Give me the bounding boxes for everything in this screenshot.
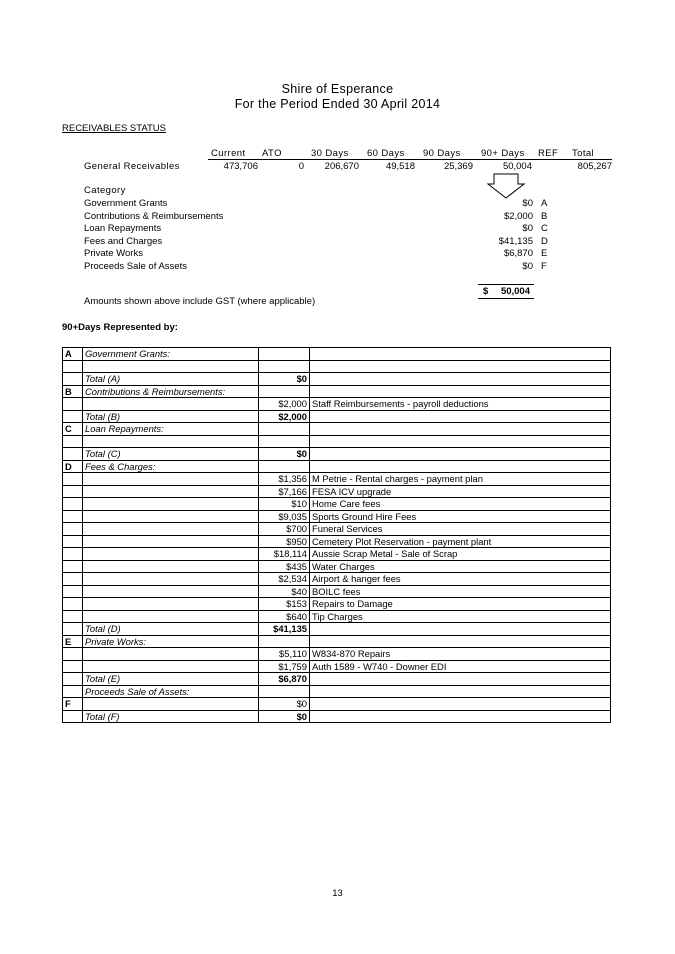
detail-label-cell	[83, 548, 259, 561]
detail-ref-cell	[63, 623, 83, 636]
detail-label-cell: Total (B)	[83, 410, 259, 423]
detail-amount-cell: $0	[259, 710, 310, 723]
detail-description-cell: M Petrie - Rental charges - payment plan	[310, 473, 611, 486]
90plus-value: 50,004	[502, 161, 532, 172]
col-header-60days: 60 Days	[367, 148, 405, 159]
detail-description-cell	[310, 448, 611, 461]
detail-row-total	[63, 448, 611, 461]
category-amount: $0	[522, 223, 533, 234]
detail-label-cell	[83, 360, 259, 373]
detail-description-cell	[310, 698, 611, 711]
detail-description-cell	[310, 460, 611, 473]
detail-label-cell	[83, 598, 259, 611]
detail-row-total	[63, 623, 611, 636]
detail-ref-cell	[63, 573, 83, 586]
detail-label-cell	[83, 435, 259, 448]
detail-row-total	[63, 373, 611, 386]
detail-amount-cell: $6,870	[259, 673, 310, 686]
category-label: Proceeds Sale of Assets	[84, 260, 187, 272]
detail-row-blank	[63, 435, 611, 448]
detail-row-blank	[63, 360, 611, 373]
detail-ref-cell	[63, 510, 83, 523]
60days-value: 49,518	[385, 161, 415, 172]
detail-ref-cell	[63, 410, 83, 423]
detail-amount-cell: $700	[259, 523, 310, 536]
detail-label-cell: Contributions & Reimbursements:	[83, 385, 259, 398]
detail-amount-cell	[259, 423, 310, 436]
detail-label-cell	[83, 398, 259, 411]
detail-amount-cell: $435	[259, 560, 310, 573]
category-ref: E	[541, 248, 548, 259]
category-label: Loan Repayments	[84, 223, 162, 234]
detail-ref-cell	[63, 485, 83, 498]
down-arrow-icon	[486, 173, 526, 199]
detail-row-head	[63, 348, 611, 361]
detail-row-item	[63, 573, 611, 586]
detail-amount-cell: $950	[259, 535, 310, 548]
detail-description-cell	[310, 423, 611, 436]
detail-row-item	[63, 498, 611, 511]
detail-row-item	[63, 523, 611, 536]
detail-description-cell	[310, 348, 611, 361]
category-label: Contributions & Reimbursements	[84, 210, 224, 222]
category-amount: $6,870	[503, 248, 533, 259]
category-ref: A	[541, 198, 548, 209]
detail-description-cell	[310, 360, 611, 373]
detail-amount-cell	[259, 435, 310, 448]
detail-label-cell	[83, 510, 259, 523]
col-header-ato: ATO	[262, 148, 282, 159]
gst-note: Amounts shown above include GST (where applicable)	[84, 296, 316, 307]
detail-row-total	[63, 410, 611, 423]
detail-description-cell: BOILC fees	[310, 585, 611, 598]
detail-amount-cell: $1,356	[259, 473, 310, 486]
detail-label-cell: Loan Repayments:	[83, 423, 259, 436]
detail-description-cell	[310, 710, 611, 723]
detail-ref-cell	[63, 648, 83, 661]
detail-description-cell: Tip Charges	[310, 610, 611, 623]
detail-label-cell	[83, 573, 259, 586]
detail-amount-cell: $0	[259, 373, 310, 386]
30days-value: 206,670	[324, 161, 359, 172]
detail-ref-cell	[63, 435, 83, 448]
page-number: 13	[332, 888, 343, 899]
detail-description-cell: Sports Ground Hire Fees	[310, 510, 611, 523]
detail-description-cell	[310, 635, 611, 648]
detail-description-cell: Staff Reimbursements - payroll deductions	[310, 398, 611, 411]
col-header-90days: 90 Days	[423, 148, 461, 159]
detail-row-item	[63, 510, 611, 523]
detail-ref-cell: F	[63, 698, 83, 711]
detail-row-item	[63, 610, 611, 623]
detail-description-cell: Airport & hanger fees	[310, 573, 611, 586]
detail-amount-cell: $1,759	[259, 660, 310, 673]
detail-description-cell	[310, 673, 611, 686]
detail-amount-cell: $2,000	[259, 410, 310, 423]
detail-description-cell	[310, 373, 611, 386]
detail-ref-cell	[63, 548, 83, 561]
detail-label-cell: Government Grants:	[83, 348, 259, 361]
category-amount: $0	[522, 260, 533, 272]
category-total-value: 50,004	[500, 286, 530, 297]
detail-label-cell: Total (A)	[83, 373, 259, 386]
detail-ref-cell	[63, 473, 83, 486]
ato-value: 0	[298, 161, 304, 172]
col-header-30days: 30 Days	[311, 148, 349, 159]
category-label: Private Works	[84, 248, 143, 259]
detail-description-cell: Auth 1589 - W740 - Downer EDI	[310, 660, 611, 673]
detail-label-cell	[83, 523, 259, 536]
detail-label-cell	[83, 535, 259, 548]
col-header-90plus-days: 90+ Days	[481, 148, 525, 159]
detail-description-cell: W834-870 Repairs	[310, 648, 611, 661]
detail-row-head	[63, 385, 611, 398]
general-receivables-label: General Receivables	[84, 161, 180, 172]
detail-amount-cell: $18,114	[259, 548, 310, 561]
detail-description-cell	[310, 435, 611, 448]
detail-row-total	[63, 673, 611, 686]
detail-row-head	[63, 423, 611, 436]
detail-amount-cell: $40	[259, 585, 310, 598]
col-header-current: Current	[211, 148, 246, 159]
category-amount: $2,000	[503, 210, 533, 222]
detail-amount-cell	[259, 385, 310, 398]
detail-table-body	[63, 348, 611, 723]
detail-amount-cell: $0	[259, 448, 310, 461]
represented-heading: 90+Days Represented by:	[62, 322, 178, 333]
category-total-topline	[478, 284, 534, 285]
category-ref: D	[541, 235, 548, 247]
detail-label-cell	[83, 498, 259, 511]
document-period-title: For the Period Ended 30 April 2014	[234, 97, 441, 111]
detail-row-item	[63, 560, 611, 573]
detail-label-cell	[83, 610, 259, 623]
detail-row-item	[63, 698, 611, 711]
detail-ref-cell	[63, 673, 83, 686]
detail-ref-cell	[63, 498, 83, 511]
detail-ref-cell: D	[63, 460, 83, 473]
category-amount: $41,135	[498, 235, 533, 247]
detail-ref-cell	[63, 560, 83, 573]
detail-ref-cell	[63, 398, 83, 411]
detail-amount-cell	[259, 360, 310, 373]
detail-amount-cell: $41,135	[259, 623, 310, 636]
detail-row-head	[63, 460, 611, 473]
detail-ref-cell	[63, 360, 83, 373]
detail-amount-cell: $9,035	[259, 510, 310, 523]
detail-amount-cell: $5,110	[259, 648, 310, 661]
detail-label-cell	[83, 660, 259, 673]
detail-description-cell: Funeral Services	[310, 523, 611, 536]
detail-amount-cell	[259, 635, 310, 648]
detail-description-cell: FESA ICV upgrade	[310, 485, 611, 498]
detail-ref-cell	[63, 448, 83, 461]
detail-row-item	[63, 398, 611, 411]
detail-ref-cell: C	[63, 423, 83, 436]
detail-ref-cell	[63, 373, 83, 386]
detail-row-head	[63, 635, 611, 648]
detail-ref-cell	[63, 523, 83, 536]
detail-label-cell	[83, 485, 259, 498]
col-header-ref: REF	[538, 148, 559, 159]
category-label: Government Grants	[84, 198, 168, 209]
detail-description-cell	[310, 685, 611, 698]
category-total-underline	[478, 298, 534, 299]
detail-amount-cell	[259, 348, 310, 361]
category-ref: F	[541, 260, 547, 272]
detail-row-item	[63, 585, 611, 598]
detail-row-item	[63, 548, 611, 561]
detail-description-cell	[310, 410, 611, 423]
detail-row-item	[63, 535, 611, 548]
detail-ref-cell	[63, 660, 83, 673]
detail-ref-cell	[63, 685, 83, 698]
category-heading: Category	[84, 185, 126, 196]
detail-label-cell: Private Works:	[83, 635, 259, 648]
document-org-title: Shire of Esperance	[281, 82, 394, 96]
current-value: 473,706	[223, 161, 258, 172]
category-ref: B	[541, 210, 548, 222]
detail-label-cell	[83, 473, 259, 486]
detail-label-cell	[83, 698, 259, 711]
detail-label-cell: Total (E)	[83, 673, 259, 686]
col-header-total: Total	[572, 148, 595, 159]
detail-description-cell: Water Charges	[310, 560, 611, 573]
detail-label-cell: Proceeds Sale of Assets:	[83, 685, 259, 698]
header-underline	[208, 159, 612, 160]
detail-ref-cell	[63, 535, 83, 548]
detail-description-cell	[310, 623, 611, 636]
detail-amount-cell	[259, 460, 310, 473]
detail-label-cell: Total (D)	[83, 623, 259, 636]
detail-label-cell	[83, 560, 259, 573]
detail-amount-cell: $2,534	[259, 573, 310, 586]
detail-amount-cell: $7,166	[259, 485, 310, 498]
total-value: 805,267	[577, 161, 612, 172]
category-amount: $0	[522, 198, 533, 209]
detail-label-cell	[83, 648, 259, 661]
category-total-symbol: $	[483, 286, 489, 297]
detail-description-cell	[310, 385, 611, 398]
detail-description-cell: Home Care fees	[310, 498, 611, 511]
detail-row-item	[63, 473, 611, 486]
detail-ref-cell	[63, 585, 83, 598]
detail-table	[62, 347, 611, 723]
detail-row-item	[63, 598, 611, 611]
detail-description-cell: Cemetery Plot Reservation - payment plant	[310, 535, 611, 548]
detail-amount-cell	[259, 685, 310, 698]
detail-amount-cell: $2,000	[259, 398, 310, 411]
90days-value: 25,369	[443, 161, 473, 172]
detail-label-cell: Total (F)	[83, 710, 259, 723]
category-ref: C	[541, 223, 548, 234]
detail-label-cell	[83, 585, 259, 598]
detail-label-cell: Fees & Charges:	[83, 460, 259, 473]
detail-description-cell: Aussie Scrap Metal - Sale of Scrap	[310, 548, 611, 561]
detail-label-cell: Total (C)	[83, 448, 259, 461]
detail-row-item	[63, 485, 611, 498]
detail-amount-cell: $640	[259, 610, 310, 623]
detail-ref-cell: B	[63, 385, 83, 398]
detail-amount-cell: $0	[259, 698, 310, 711]
detail-row-item	[63, 648, 611, 661]
section-title: RECEIVABLES STATUS	[62, 123, 166, 134]
detail-description-cell: Repairs to Damage	[310, 598, 611, 611]
detail-row-head	[63, 685, 611, 698]
detail-amount-cell: $10	[259, 498, 310, 511]
detail-row-total	[63, 710, 611, 723]
detail-ref-cell	[63, 598, 83, 611]
category-label: Fees and Charges	[84, 235, 163, 247]
detail-ref-cell	[63, 610, 83, 623]
detail-row-item	[63, 660, 611, 673]
detail-ref-cell: E	[63, 635, 83, 648]
detail-amount-cell: $153	[259, 598, 310, 611]
detail-ref-cell: A	[63, 348, 83, 361]
detail-ref-cell	[63, 710, 83, 723]
